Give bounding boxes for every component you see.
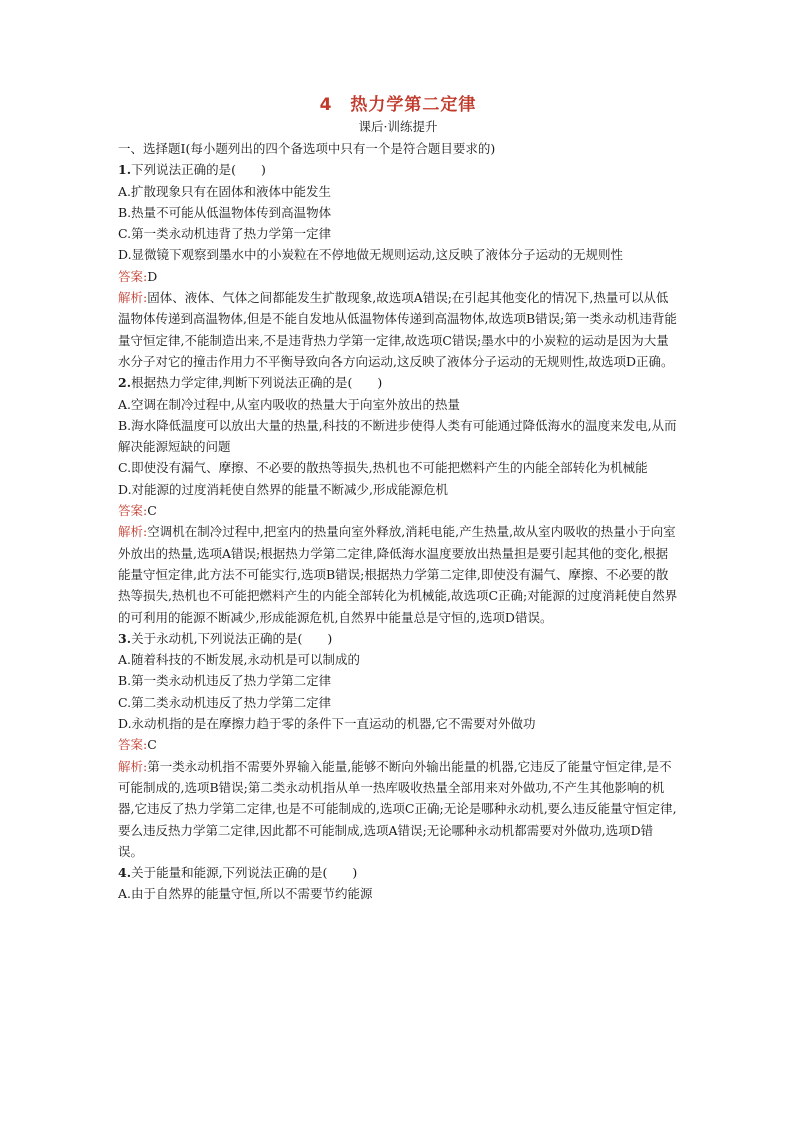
question-4	[118, 862, 678, 905]
option-a: A.空调在制冷过程中,从室内吸收的热量大于向室外放出的热量	[118, 396, 460, 412]
explanation-label: 解析:	[118, 524, 148, 540]
page-title: 4 热力学第二定律	[319, 95, 477, 115]
answer-value: C	[147, 503, 157, 519]
explanation-label: 解析:	[118, 758, 148, 774]
question-stem: 下列说法正确的是( )	[131, 162, 266, 178]
explanation-text: 固体、液体、气体之间都能发生扩散现象,故选项A错误;在引起其他变化的情况下,热量可以从低温物体传递到高温物体,但是不能自发地从低温物体传递到高温物体,故选项B错误;第一类永动机违背能量守恒定律,不能制造出来,不是违背热力学第一定律,故选项C错误;墨水中的小炭粒的运动是因为大量水分子对它的撞击作用力不平衡导致向各方向运动,这反映了液体分子运动的无规则性,故选项D正确。	[118, 290, 677, 369]
answer-value: C	[147, 737, 157, 753]
option-c: C.第二类永动机违反了热力学第二定律	[118, 694, 332, 710]
answer-label: 答案:	[118, 503, 148, 519]
question-stem: 根据热力学定律,判断下列说法正确的是( )	[131, 375, 383, 391]
answer-label: 答案:	[118, 268, 148, 284]
answer-label: 答案:	[118, 737, 148, 753]
explanation-text: 空调机在制冷过程中,把室内的热量向室外释放,消耗电能,产生热量,故从室内吸收的热量小于向室外放出的热量,选项A错误;根据热力学第二定律,降低海水温度要放出热量担是要引起其他的变化,根据能量守恒定律,此方法不可能实行,选项B错误;根据热力学第二定律,即使没有漏气、摩擦、不必要的散热等损失,热机也不可能把燃料产生的内能全部转化为机械能,故选项C正确;对能源的过度消耗使自然界的可利用的能源不断减少,形成能源危机,自然界中能量总是守恒的,选项D错误。	[118, 524, 678, 625]
option-a: A.随着科技的不断发展,永动机是可以制成的	[118, 652, 360, 668]
question-2	[118, 372, 678, 628]
option-b: B.第一类永动机违反了热力学第二定律	[118, 673, 332, 689]
explanation-text: 第一类永动机指不需要外界输入能量,能够不断向外输出能量的机器,它违反了能量守恒定律,是不可能制成的,选项B错误;第二类永动机指从单一热库吸收热量全部用来对外做功,不产生其他影响的机器,它违反了热力学第二定律,也是不可能制成的,选项C正确;无论是哪种永动机,要么违反能量守恒定律,要么违反热力学第二定律,因此都不可能制成,选项A错误;无论哪种永动机都需要对外做功,选项D错误。	[118, 758, 677, 859]
option-d: D.对能源的过度消耗使自然界的能量不断减少,形成能源危机	[118, 481, 449, 497]
explanation-label: 解析:	[118, 290, 148, 306]
question-number: 3.	[118, 630, 132, 646]
page-subtitle: 课后·训练提升	[358, 119, 438, 134]
option-c: C.即使没有漏气、摩擦、不必要的散热等损失,热机也不可能把燃料产生的内能全部转化为机械能	[118, 460, 648, 476]
answer-value: D	[147, 268, 158, 284]
option-a: A.扩散现象只有在固体和液体中能发生	[118, 183, 332, 199]
question-1	[118, 159, 678, 372]
question-stem: 关于永动机,下列说法正确的是( )	[131, 630, 333, 646]
option-d: D.显微镜下观察到墨水中的小炭粒在不停地做无规则运动,这反映了液体分子运动的无规则性	[118, 247, 624, 263]
document-page	[118, 92, 678, 905]
question-stem: 关于能量和能源,下列说法正确的是( )	[131, 865, 358, 881]
question-number: 4.	[118, 865, 132, 881]
option-b: B.海水降低温度可以放出大量的热量,科技的不断进步使得人类有可能通过降低海水的温度来发电,从而解决能源短缺的问题	[118, 417, 677, 455]
option-b: B.热量不可能从低温物体传到高温物体	[118, 204, 332, 220]
section-heading: 一、选择题Ⅰ(每小题列出的四个备选项中只有一个是符合题目要求的)	[118, 141, 496, 156]
question-3	[118, 628, 678, 862]
option-a: A.由于自然界的能量守恒,所以不需要节约能源	[118, 886, 373, 902]
option-d: D.永动机指的是在摩擦力趋于零的条件下一直运动的机器,它不需要对外做功	[118, 716, 536, 732]
option-c: C.第一类永动机违背了热力学第一定律	[118, 226, 332, 242]
question-number: 1.	[118, 162, 132, 178]
question-number: 2.	[118, 375, 132, 391]
